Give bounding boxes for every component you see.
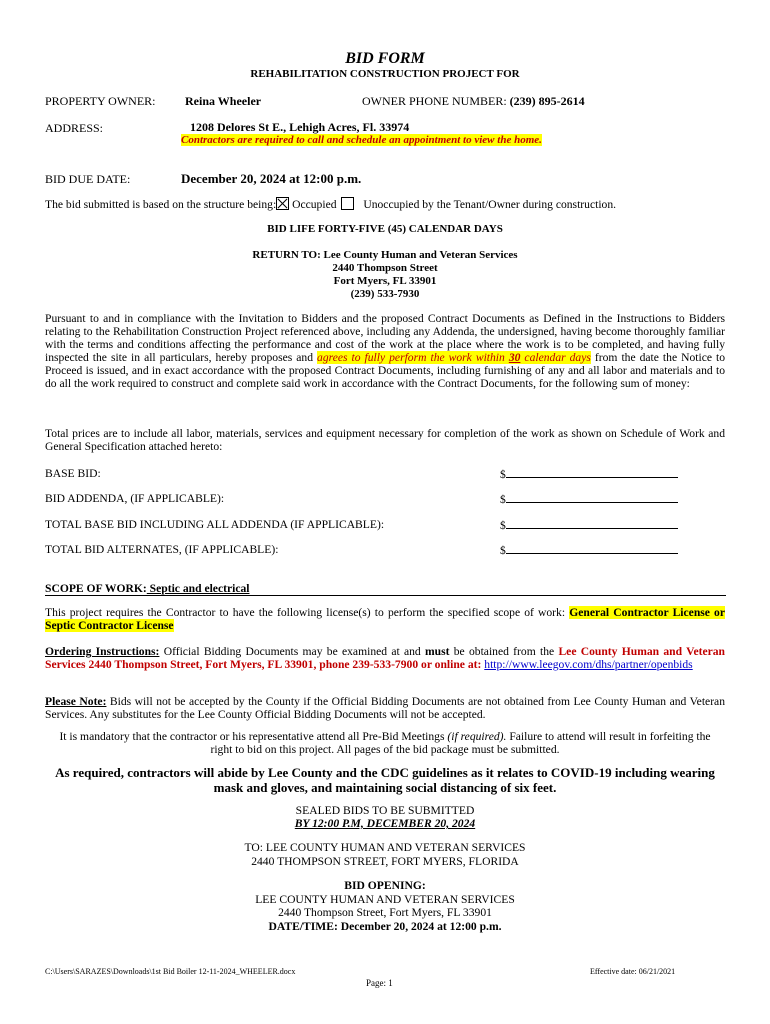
due-date-value: December 20, 2024 at 12:00 p.m. [181,171,362,186]
footer-page-number: Page: 1 [366,978,393,988]
bids-url-link[interactable]: http://www.leegov.com/dhs/partner/openbids [484,657,693,671]
license-required: General Contractor License or Septic Contractor License [45,606,725,632]
phone-label: OWNER PHONE NUMBER: [362,94,507,108]
if-required-text: (if required). [447,730,507,743]
total-base-amount[interactable]: $ [500,518,678,532]
alternates-label: TOTAL BID ALTERNATES, (IF APPLICABLE): [45,543,279,556]
form-title: BID FORM [345,50,425,67]
appointment-note: Contractors are required to call and schedule an appointment to view the home. [181,134,542,146]
base-bid-label: BASE BID: [45,467,101,480]
structure-status [45,197,616,211]
total-base-row [45,518,725,531]
covid-notice: As required, contractors will abide by Lee County and the CDC guidelines as it relates to COVID-19 including wearing mask and gloves, and maintaining social distancing of six feet. [55,765,715,795]
sealed-bids-line: SEALED BIDS TO BE SUBMITTED [295,804,475,817]
intro-text-continued: from the date the Notice to Proceed is issued, and in exact accordance with the proposed Contract Documents, including furnishing of any and all labor and materials and to do all the work required to construct and complete said work in accordance with the Contract Documents, for the following sum of money: [45,350,726,390]
license-text: This project requires the Contractor to have the following license(s) to perform the specified scope of work: [45,606,566,619]
unoccupied-checkbox[interactable] [341,197,354,210]
note-paragraph: Please Note: Bids will not be accepted by the County if the Official Bidding Documents are not obtained from Lee County Human and Veteran Services. Any substitutes for the Lee County Official Bidding Documents will not be accepted. [45,695,725,721]
due-date-label: BID DUE DATE: [45,172,131,186]
phone-field [362,94,585,109]
ordering-label: Ordering Instructions: [45,645,160,658]
intro-paragraph [45,313,725,390]
submit-to-address: 2440 THOMPSON STREET, FORT MYERS, FLORIDA [251,855,519,868]
footer-effective-date: Effective date: 06/21/2021 [590,967,676,976]
structure-lead: The bid submitted is based on the structure being: [45,198,277,211]
bid-opening-address: 2440 Thompson Street, Fort Myers, FL 33901 [278,906,492,919]
alternates-row [45,543,725,556]
base-bid-amount[interactable]: $ [500,467,678,481]
bid-life: BID LIFE FORTY-FIVE (45) CALENDAR DAYS [267,223,503,235]
total-base-label: TOTAL BASE BID INCLUDING ALL ADDENDA (IF APPLICABLE): [45,518,385,531]
scope-label: SCOPE OF WORK: [45,582,147,595]
intro-text: Pursuant to and in compliance with the Invitation to Bidders and the proposed Contract Documents as Defined in the Instructions to Bidders relating to the Rehabilitation Construction Project referenced above, including any Addenda, the undersigned, having become thoroughly familiar with the terms and conditions affecting the performance and cost of the work at the place where the work is to be completed, and having fully inspected the site in all particulars, hereby proposes and [45,312,725,364]
addenda-amount[interactable]: $ [500,492,678,506]
owner-phone: (239) 895-2614 [509,94,585,108]
sealed-bids-deadline: BY 12:00 P.M, DECEMBER 20, 2024 [294,817,476,830]
owner-name: Reina Wheeler [185,94,262,108]
days-highlight: agrees to fully perform the work within 30 calendar days [317,350,591,364]
days-number: 30 [508,350,521,364]
scope-of-work [45,582,726,596]
ordering-paragraph: Ordering Instructions: Official Bidding Documents may be examined at and must be obtained from the Lee County Human and Veteran Services 2440 Thompson Street, Fort Myers, FL 33901, phone 239-533-7900 or online at: http://www.leegov.com/dhs/partner/openbids [45,645,725,671]
bid-opening-block [45,879,725,933]
return-to-block [45,249,725,301]
note-label: Please Note: [45,695,107,708]
addenda-label: BID ADDENDA, (IF APPLICABLE): [45,492,225,505]
bid-opening-agency: LEE COUNTY HUMAN AND VETERAN SERVICES [255,892,515,906]
property-address: 1208 Delores St E., Lehigh Acres, Fl. 33974 [190,120,410,134]
occupied-label: Occupied [292,198,337,211]
address-label: ADDRESS: [45,121,104,135]
form-subtitle: REHABILITATION CONSTRUCTION PROJECT FOR [250,68,520,80]
mandatory-paragraph: It is mandatory that the contractor or his representative attend all Pre-Bid Meetings (if required). Failure to attend will result in forfeiting the right to bid on this project. All pages of the bid package must be submitted. [59,730,711,756]
addenda-row [45,492,725,505]
unoccupied-label: Unoccupied by the Tenant/Owner during construction. [363,198,617,211]
submit-to-line: TO: LEE COUNTY HUMAN AND VETERAN SERVICES [244,841,526,854]
bid-opening-datetime: DATE/TIME: December 20, 2024 at 12:00 p.m. [268,919,502,933]
scope-value: Septic and electrical [146,582,250,595]
footer-file-path: C:\Users\SARAZES\Downloads\1st Bid Boiler 12-11-2024_WHEELER.docx [45,967,296,976]
license-paragraph [45,607,725,633]
submit-to-block [45,841,725,869]
base-bid-row [45,467,725,480]
sealed-bids-block [45,804,725,830]
ordering-contact: Lee County Human and Veteran Services 2440 Thompson Street, Fort Myers, FL 33901, phone 239-533-7900 or online at: [45,645,725,671]
owner-label: PROPERTY OWNER: [45,94,156,108]
bid-opening-label: BID OPENING: [344,879,426,892]
return-phone: (239) 533-7930 [350,288,420,300]
total-prices-paragraph: Total prices are to include all labor, materials, services and equipment necessary for completion of the work as shown on Schedule of Work and General Specification attached hereto: [45,427,725,453]
return-city: Fort Myers, FL 33901 [333,275,437,287]
must-text: must [425,645,450,658]
occupied-checkbox[interactable] [276,197,289,210]
alternates-amount[interactable]: $ [500,543,678,557]
return-to-line: RETURN TO: Lee County Human and Veteran Services [252,249,518,261]
return-street: 2440 Thompson Street [332,262,438,274]
